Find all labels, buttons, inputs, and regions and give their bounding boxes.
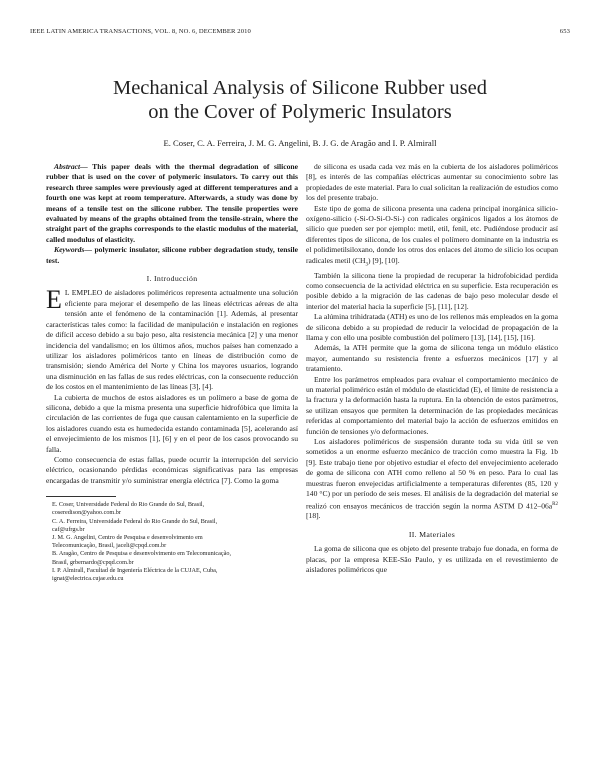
intro-paragraph-2: La cubierta de muchos de estos aisladores es un polímero a base de goma de silicona, debido a que la misma presenta una superficie hidrofóbica que limita la circulación de las corrientes de fuga que causan calentamiento en la superficie de los aisladores cuando esta es humedecida estando contaminada [5], acelerando así el envejecimiento de los mismos [1], [6] y en el peor de los casos provocando su falla. [46, 392, 298, 454]
footnote-line: B. Aragão, Centro de Pesquisa e desenvolvimento em Telecomunicação, [52, 550, 232, 558]
body-paragraph: Además, la ATH permite que la goma de silicona tenga un módulo elástico mayor, aumentando su resistencia frente a esfuerzos mecánicos [17] y al tratamiento. [306, 343, 558, 374]
footnote-line: coseredison@yahoo.com.br [52, 509, 121, 517]
intro-paragraph-1 [46, 285, 298, 392]
footnote-divider [46, 496, 116, 497]
abstract [46, 162, 298, 245]
title-line-1: Mechanical Analysis of Silicone Rubber used [112, 77, 488, 99]
title-line-2: on the Cover of Polymeric Insulators [148, 101, 452, 123]
footnote-line: Telecomunicação, Brasil, jaceli@cpqd.com.br [52, 542, 167, 550]
keywords-lead: Keywords— [54, 245, 92, 255]
body-paragraph: La goma de silicona que es objeto del presente trabajo fue donada, en forma de placas, por la empresa KEE-São Paulo, y es utilizada en el revestimiento de aisladores poliméricos que [306, 544, 558, 575]
intro-paragraph-3: Como consecuencia de estas fallas, puede ocurrir la interrupción del servicio eléctrico, ocasionando pérdidas económicas significativas para las empresas encargadas de transmitir y/o suministrar energía eléctrica [7]. Como la goma [46, 454, 298, 485]
author-list: E. Coser, C. A. Ferreira, J. M. G. Angelini, B. J. G. de Aragão and I. P. Almirall [163, 138, 437, 148]
body-paragraph [306, 204, 558, 271]
right-column [306, 162, 558, 575]
footnote-line: caf@ufrgs.br [52, 525, 85, 533]
body-paragraph: de silicona es usada cada vez más en la cubierta de los aisladores poliméricos [8], es interés de las compañías eléctricas aumentar su conocimiento sobre las propiedades de este material. Para lo cual solicitan la realización de estudios como los del presente trabajo. [306, 162, 558, 203]
paper-title [40, 76, 560, 124]
footnote-line: I. P. Almirall, Facultad de Ingeniería Eléctrica de la CUJAE, Cuba, [52, 566, 218, 574]
footnote-line: J. M. G. Angelini, Centro de Pesquisa e desenvolvimento em [52, 534, 203, 541]
section-heading-materials: II. Materiales [408, 529, 456, 539]
intro-paragraph-1-text: L EMPLEO de aisladores poliméricos representa actualmente una solución eficiente para mejorar el desempeño de las líneas eléctricas aéreas de alta tensión ante el fenómeno de la contaminación [1]. Además, al presentar características tales como: la facilidad de manipulación e instalación en regiones de difícil acceso debido a su bajo peso, alta resistencia mecánica [2] y una menor incidencia del vandalismo; en los últimos años, muchos países han comenzado a utilizar los aisladores poliméricos tanto en líneas de distribución como de transmisión; siendo América del Norte y China los mayores usuarios, logrando una disminución en las fallas de sus redes eléctricas, con la consecuente reducción de los costos en el mantenimiento de las líneas [3], [4]. [46, 288, 298, 392]
section-heading-introduction: I. Introducción [146, 274, 198, 284]
body-text: Este tipo de goma de silicona presenta una cadena principal inorgánica silicio-oxígeno-silicio (-Si-O-Si-O-Si-) con radicales orgánicos ligados a los átomos de silicio que pueden ser por ejemplo: metil, etil, fenil, etc. Pudiéndose producir así diferentes tipos de silicona, de los cuales el polímero dominante en la industria es el polidimetilsiloxano, donde los otros dos enlaces del átomo de silicio los ocupan radicales metil (CH [306, 203, 558, 265]
footnote-line: Brasil, grbernardo@cpqd.com.br [52, 558, 134, 566]
footnote-line: ignat@electrica.cujae.edu.cu [52, 575, 124, 583]
superscript: R2 [552, 501, 558, 507]
body-paragraph: También la silicona tiene la propiedad de recuperar la hidrofobicidad perdida como consecuencia de la actividad eléctrica en su superficie. Esta recuperación es posible debido a la migración de las cadenas de bajo peso molecular desde el interior del material hacia la superficie [5], [11], [12]. [306, 270, 558, 311]
footnote-line: E. Coser, Universidade Federal do Rio Grande do Sul, Brasil, [52, 501, 205, 509]
subscript: 3 [365, 262, 368, 268]
left-column [46, 162, 298, 583]
drop-cap: E [46, 285, 62, 315]
body-text: [18]. [306, 511, 321, 521]
abstract-lead: Abstract— [54, 162, 88, 171]
body-text: Los aisladores poliméricos de suspensión durante toda su vida útil se ven sometidos a un enorme esfuerzo mecánico de tracción como muestra la Fig. 1b [9]. Este trabajo tiene por objetivo estudiar el efecto del envejecimiento acelerado de goma de silicona con ATH como relleno al 50 % en peso. Para lo cual las muestras fueron envejecidas artificialmente a temperaturas diferentes (85, 120 y 140 °C) por un período de seis meses. El análisis de la degradación del material se realizó con ensayos mecánicos de tracción según la norma ASTM D 412–06a [306, 437, 558, 511]
footnote-line: C. A. Ferreira, Universidade Federal do Rio Grande do Sul, Brasil, [52, 517, 218, 525]
abstract-text: This paper deals with the thermal degradation of silicone rubber that is used on the cover of polymeric insulators. To carry out this research three samples were previously aged at different temperatures and a fourth one was kept at room temperature. Afterwards, a study was done by means of a tensile test on the silicone rubber. The tensile properties were evaluated by means of the graphs obtained from the tensile-strain, where the straight part of the graphs corresponds to the elastic modulus of the material, called modulus of elasticity. [46, 162, 298, 244]
body-paragraph: Entre los parámetros empleados para evaluar el comportamiento mecánico de un material polimérico están el módulo de elasticidad (E), el límite de resistencia a la fractura y la deformación hasta la ruptura. En la obtención de estos parámetros, se utilizan ensayos que permiten la determinación de las propiedades mecánicas referidas al comportamiento del material bajo la acción de esfuerzos emitidos en función de tensiones y/o deformaciones. [306, 374, 558, 436]
body-paragraph: La alúmina trihidratada (ATH) es uno de los rellenos más empleados en la goma de silicona debido a su propiedad de reducir la velocidad de propagación de la llama y con ello una posible combustión del polímero [13], [14], [15], [16]. [306, 312, 558, 343]
body-paragraph [306, 437, 558, 522]
journal-name: IEEE LATIN AMERICA TRANSACTIONS, VOL. 8, NO. 6, DECEMBER 2010 [30, 28, 251, 35]
page-number: 653 [559, 28, 570, 35]
keywords [46, 245, 298, 266]
keywords-text: polymeric insulator, silicone rubber degradation study, tensile test. [46, 245, 298, 265]
body-text: ) [9], [10]. [367, 255, 400, 265]
author-footnotes [46, 501, 298, 583]
